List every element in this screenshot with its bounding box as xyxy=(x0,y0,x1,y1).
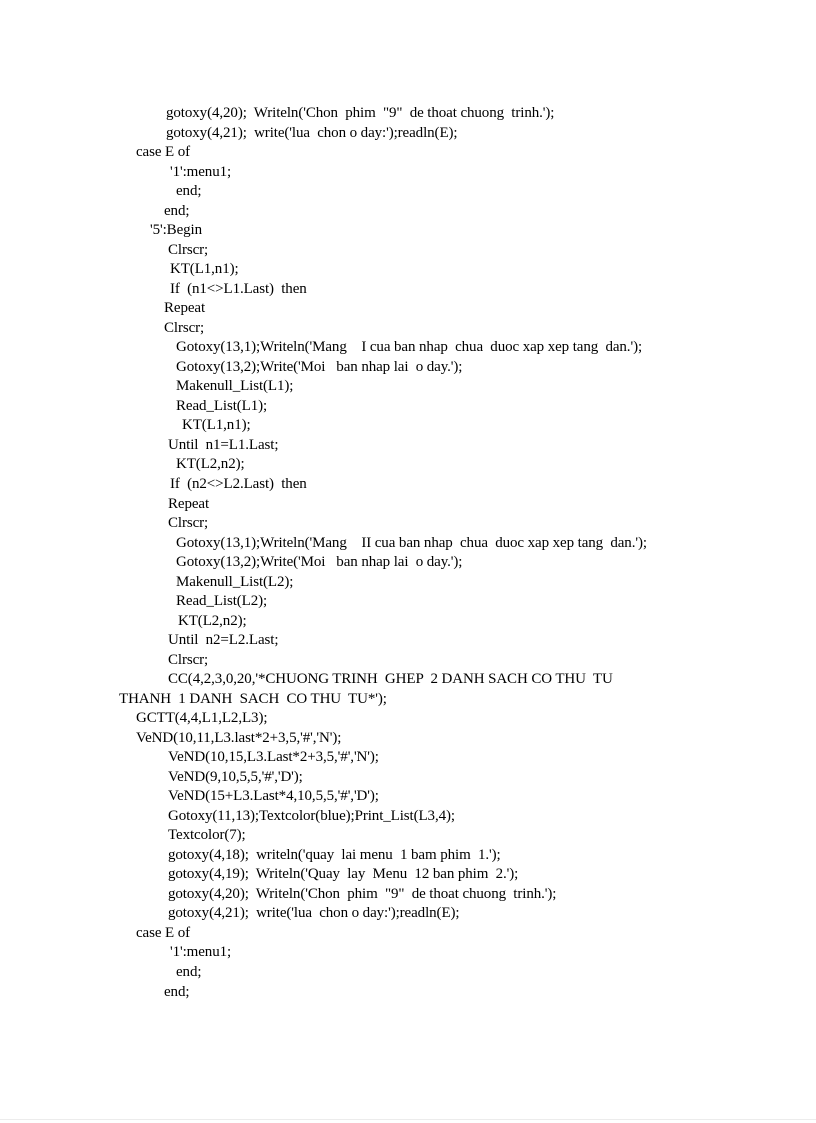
code-line: Textcolor(7); xyxy=(168,827,246,843)
code-line: VeND(10,15,L3.Last*2+3,5,'#','N'); xyxy=(168,749,379,765)
code-line: end; xyxy=(176,183,202,199)
code-line: Clrscr; xyxy=(168,515,209,531)
code-line: Read_List(L2); xyxy=(176,593,268,609)
code-line: end; xyxy=(176,964,202,980)
code-line: Read_List(L1); xyxy=(176,398,268,414)
code-line: Until n2=L2.Last; xyxy=(168,632,279,648)
code-line: GCTT(4,4,L1,L2,L3); xyxy=(136,710,268,726)
code-line: gotoxy(4,21); write('lua chon o day:');readln(E); xyxy=(166,125,458,141)
code-line: Makenull_List(L1); xyxy=(176,378,294,394)
code-line: '1':menu1; xyxy=(170,164,232,180)
code-line: KT(L2,n2); xyxy=(176,456,245,472)
code-line: gotoxy(4,20); Writeln('Chon phim "9" de thoat chuong trinh.'); xyxy=(166,105,555,121)
code-line: Gotoxy(13,1);Writeln('Mang I cua ban nhap chua duoc xap xep tang dan.'); xyxy=(176,339,643,355)
code-line: end; xyxy=(164,203,190,219)
code-line: Gotoxy(13,2);Write('Moi ban nhap lai o day.'); xyxy=(176,359,463,375)
code-line: KT(L1,n1); xyxy=(182,417,251,433)
code-line: gotoxy(4,20); Writeln('Chon phim "9" de thoat chuong trinh.'); xyxy=(168,886,557,902)
code-line: KT(L1,n1); xyxy=(170,261,239,277)
page-bottom-divider xyxy=(0,1119,816,1120)
code-line: gotoxy(4,18); writeln('quay lai menu 1 bam phim 1.'); xyxy=(168,847,501,863)
code-line: Clrscr; xyxy=(168,242,209,258)
code-line: Until n1=L1.Last; xyxy=(168,437,279,453)
code-line: gotoxy(4,19); Writeln('Quay lay Menu 12 ban phim 2.'); xyxy=(168,866,519,882)
code-line: Repeat xyxy=(164,300,206,316)
code-line: Clrscr; xyxy=(168,652,209,668)
code-line: CC(4,2,3,0,20,'*CHUONG TRINH GHEP 2 DANH SACH CO THU TU xyxy=(168,671,613,687)
code-line: end; xyxy=(164,984,190,1000)
code-line: '1':menu1; xyxy=(170,944,232,960)
code-line: If (n1<>L1.Last) then xyxy=(170,281,307,297)
code-line: THANH 1 DANH SACH CO THU TU*'); xyxy=(119,691,387,707)
code-line: VeND(10,11,L3.last*2+3,5,'#','N'); xyxy=(136,730,342,746)
code-line: VeND(15+L3.Last*4,10,5,5,'#','D'); xyxy=(168,788,379,804)
code-line: case E of xyxy=(136,925,191,941)
code-line: Gotoxy(13,1);Writeln('Mang II cua ban nhap chua duoc xap xep tang dan.'); xyxy=(176,535,647,551)
code-line: case E of xyxy=(136,144,191,160)
code-line: Gotoxy(11,13);Textcolor(blue);Print_List(L3,4); xyxy=(168,808,455,824)
code-line: Repeat xyxy=(168,496,210,512)
code-line: VeND(9,10,5,5,'#','D'); xyxy=(168,769,303,785)
code-line: KT(L2,n2); xyxy=(178,613,247,629)
code-line: Makenull_List(L2); xyxy=(176,574,294,590)
code-line: gotoxy(4,21); write('lua chon o day:');readln(E); xyxy=(168,905,460,921)
code-line: '5':Begin xyxy=(150,222,203,238)
code-line: Gotoxy(13,2);Write('Moi ban nhap lai o day.'); xyxy=(176,554,463,570)
code-line: If (n2<>L2.Last) then xyxy=(170,476,307,492)
code-line: Clrscr; xyxy=(164,320,205,336)
